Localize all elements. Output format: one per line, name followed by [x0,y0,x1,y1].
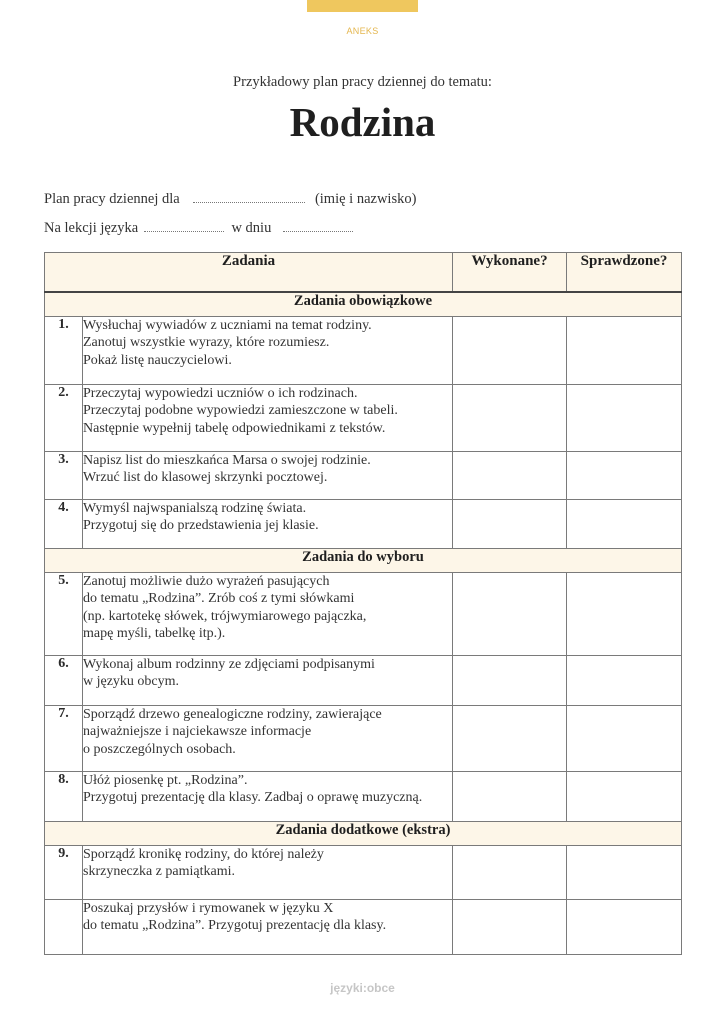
section-title: Zadania obowiązkowe [45,292,682,316]
checked-checkbox-cell[interactable] [567,451,682,499]
task-line: (np. kartotekę słówek, trójwymiarowego pajączka, [83,608,367,624]
publisher-logo: języki:obce [330,981,395,995]
task-line: skrzyneczka z pamiątkami. [83,864,235,879]
task-line: Wysłuchaj wywiadów z uczniami na temat rodziny. [83,317,372,333]
checked-checkbox-cell[interactable] [567,655,682,705]
task-description [83,499,453,548]
task-line: Następnie wypełnij tabelę odpowiednikami z tekstów. [83,420,386,436]
task-line: Wykonaj album rodzinny ze zdjęciami podpisanymi [83,656,375,672]
task-row [45,771,682,821]
task-number: 8. [45,771,83,821]
task-number [45,899,83,954]
task-number: 6. [45,655,83,705]
checked-checkbox-cell[interactable] [567,384,682,451]
done-checkbox-cell[interactable] [453,899,567,954]
task-line: o poszczególnych osobach. [83,741,236,757]
section-title: Zadania do wyboru [45,548,682,572]
task-line: Wymyśl najwspanialszą rodzinę świata. [83,500,307,516]
task-description [83,316,453,384]
task-description [83,771,453,821]
task-line: do tematu „Rodzina”. Przygotuj prezentację dla klasy. [83,918,387,933]
top-accent-bar [307,0,418,12]
task-line: Przeczytaj podobne wypowiedzi zamieszczone w tabeli. [83,403,398,418]
task-row [45,572,682,655]
task-line: w języku obcym. [83,674,180,689]
form-name-hint: (imię i nazwisko) [314,191,417,207]
section-label: ANEKS [346,26,379,36]
task-row [45,845,682,899]
date-blank[interactable] [283,221,353,232]
header-tasks: Zadania [45,253,453,293]
task-table [44,252,682,955]
task-line: Poszukaj przysłów i rymowanek w języku X [83,900,334,916]
done-checkbox-cell[interactable] [453,384,567,451]
language-blank[interactable] [144,221,224,232]
task-number: 1. [45,316,83,384]
task-line: Sporządź kronikę rodziny, do której należy [83,846,324,862]
section-row [45,821,682,845]
header-done: Wykonane? [453,253,567,293]
task-line: Zanotuj możliwie dużo wyrażeń pasujących [83,573,330,589]
task-line: mapę myśli, tabelkę itp.). [83,626,226,641]
header-checked: Sprawdzone? [567,253,682,293]
task-number: 5. [45,572,83,655]
task-line: Wrzuć list do klasowej skrzynki pocztowej. [83,470,328,485]
form-name-label: Plan pracy dziennej dla [44,191,180,207]
form-language-label: Na lekcji języka [44,220,139,236]
task-line: Sporządź drzewo genealogiczne rodziny, zawierające [83,706,382,722]
form-line-lesson [44,220,353,237]
task-description [83,384,453,451]
task-description [83,845,453,899]
section-row [45,292,682,316]
checked-checkbox-cell[interactable] [567,316,682,384]
task-row [45,451,682,499]
document-subtitle: Przykładowy plan pracy dziennej do tematu: [233,74,492,90]
checked-checkbox-cell[interactable] [567,572,682,655]
task-description [83,451,453,499]
section-row [45,548,682,572]
task-line: Zanotuj wszystkie wyrazy, które rozumiesz. [83,335,330,350]
done-checkbox-cell[interactable] [453,316,567,384]
task-line: Pokaż listę nauczycielowi. [83,352,232,368]
task-number: 9. [45,845,83,899]
task-line: Przygotuj prezentację dla klasy. Zadbaj o oprawę muzyczną. [83,790,423,805]
checked-checkbox-cell[interactable] [567,499,682,548]
checked-checkbox-cell[interactable] [567,771,682,821]
table-header-row [45,253,682,293]
task-number: 4. [45,499,83,548]
task-description [83,705,453,771]
checked-checkbox-cell[interactable] [567,845,682,899]
task-description [83,899,453,954]
task-line: do tematu „Rodzina”. Zrób coś z tymi słówkami [83,591,355,606]
done-checkbox-cell[interactable] [453,655,567,705]
form-date-label: w dniu [231,220,272,236]
task-row [45,499,682,548]
name-blank[interactable] [193,192,305,203]
done-checkbox-cell[interactable] [453,845,567,899]
section-title: Zadania dodatkowe (ekstra) [45,821,682,845]
checked-checkbox-cell[interactable] [567,899,682,954]
done-checkbox-cell[interactable] [453,771,567,821]
task-description [83,572,453,655]
done-checkbox-cell[interactable] [453,572,567,655]
task-row [45,705,682,771]
task-line: Napisz list do mieszkańca Marsa o swojej rodzinie. [83,452,371,468]
checked-checkbox-cell[interactable] [567,705,682,771]
done-checkbox-cell[interactable] [453,499,567,548]
done-checkbox-cell[interactable] [453,451,567,499]
task-row [45,899,682,954]
task-number: 3. [45,451,83,499]
form-line-name [44,191,416,208]
task-line: najważniejsze i najciekawsze informacje [83,724,312,739]
task-number: 7. [45,705,83,771]
document-title: Rodzina [289,99,436,145]
task-description [83,655,453,705]
task-row [45,384,682,451]
task-line: Przeczytaj wypowiedzi uczniów o ich rodzinach. [83,385,358,401]
done-checkbox-cell[interactable] [453,705,567,771]
task-line: Ułóż piosenkę pt. „Rodzina”. [83,772,248,788]
task-number: 2. [45,384,83,451]
task-line: Przygotuj się do przedstawienia jej klasie. [83,518,319,533]
task-row [45,655,682,705]
task-row [45,316,682,384]
